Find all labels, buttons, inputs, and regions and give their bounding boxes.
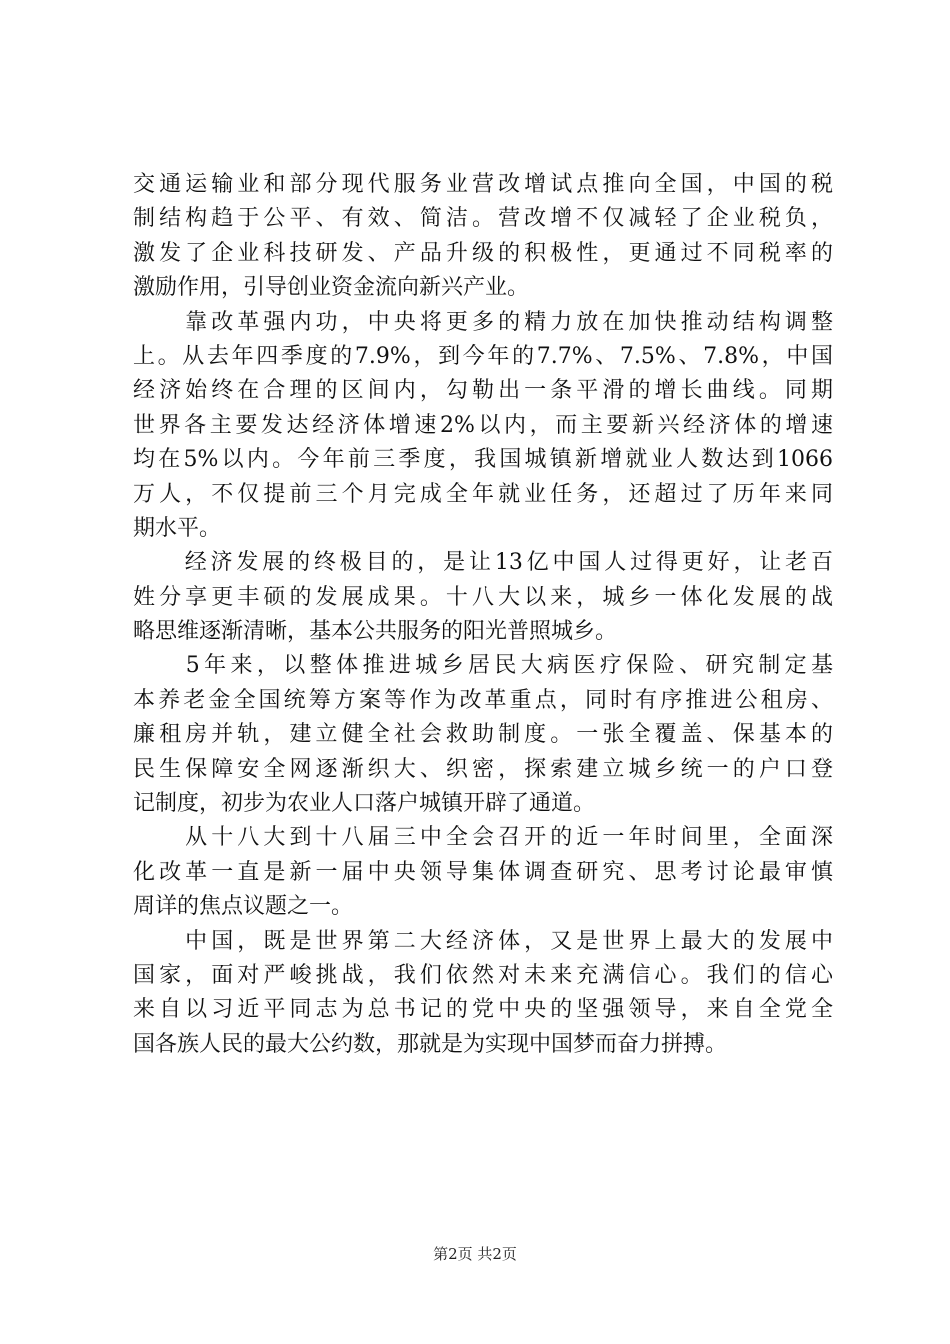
text-line: 上。从去年四季度的7.9%，到今年的7.7%、7.5%、7.8%，中国	[133, 343, 833, 369]
page-footer: 第2页 共2页	[433, 1245, 517, 1263]
text-line: 均在5%以内。今年前三季度，我国城镇新增就业人数达到1066	[133, 447, 833, 473]
text-line: 姓分享更丰硕的发展成果。十八大以来，城乡一体化发展的战	[133, 584, 833, 610]
text-line: 经济始终在合理的区间内，勾勒出一条平滑的增长曲线。同期	[133, 378, 833, 404]
text-line: 国家，面对严峻挑战，我们依然对未来充满信心。我们的信心	[133, 962, 833, 988]
text-line: 廉租房并轨，建立健全社会救助制度。一张全覆盖、保基本的	[133, 722, 833, 748]
text-line: 记制度，初步为农业人口落户城镇开辟了通道。	[133, 791, 596, 817]
body-text	[133, 168, 833, 1062]
text-line: 中国，既是世界第二大经济体，又是世界上最大的发展中	[133, 928, 833, 954]
text-line: 期水平。	[133, 515, 222, 541]
text-line: 激发了企业科技研发、产品升级的积极性，更通过不同税率的	[133, 240, 833, 266]
text-line: 周详的焦点议题之一。	[133, 894, 354, 920]
text-line: 万人，不仅提前三个月完成全年就业任务，还超过了历年来同	[133, 481, 833, 507]
text-line: 化改革一直是新一届中央领导集体调查研究、思考讨论最审慎	[133, 859, 833, 885]
text-line: 民生保障安全网逐渐织大、织密，探索建立城乡统一的户口登	[133, 756, 833, 782]
text-line: 交通运输业和部分现代服务业营改增试点推向全国，中国的税	[133, 172, 833, 197]
text-line: 靠改革强内功，中央将更多的精力放在加快推动结构调整	[133, 309, 833, 335]
text-line: 5年来，以整体推进城乡居民大病医疗保险、研究制定基	[133, 653, 833, 679]
text-line: 来自以习近平同志为总书记的党中央的坚强领导，来自全党全	[133, 997, 833, 1023]
text-line: 本养老金全国统筹方案等作为改革重点，同时有序推进公租房、	[133, 687, 833, 713]
text-line: 国各族人民的最大公约数，那就是为实现中国梦而奋力拼搏。	[133, 1031, 728, 1057]
text-line: 世界各主要发达经济体增速2%以内，而主要新兴经济体的增速	[133, 412, 833, 438]
text-line: 略思维逐渐清晰，基本公共服务的阳光普照城乡。	[133, 619, 618, 645]
text-line: 激励作用，引导创业资金流向新兴产业。	[133, 275, 530, 301]
text-line: 经济发展的终极目的，是让13亿中国人过得更好，让老百	[133, 550, 833, 576]
text-line: 从十八大到十八届三中全会召开的近一年时间里，全面深	[133, 825, 833, 851]
text-line: 制结构趋于公平、有效、简洁。营改增不仅减轻了企业税负，	[133, 206, 833, 232]
